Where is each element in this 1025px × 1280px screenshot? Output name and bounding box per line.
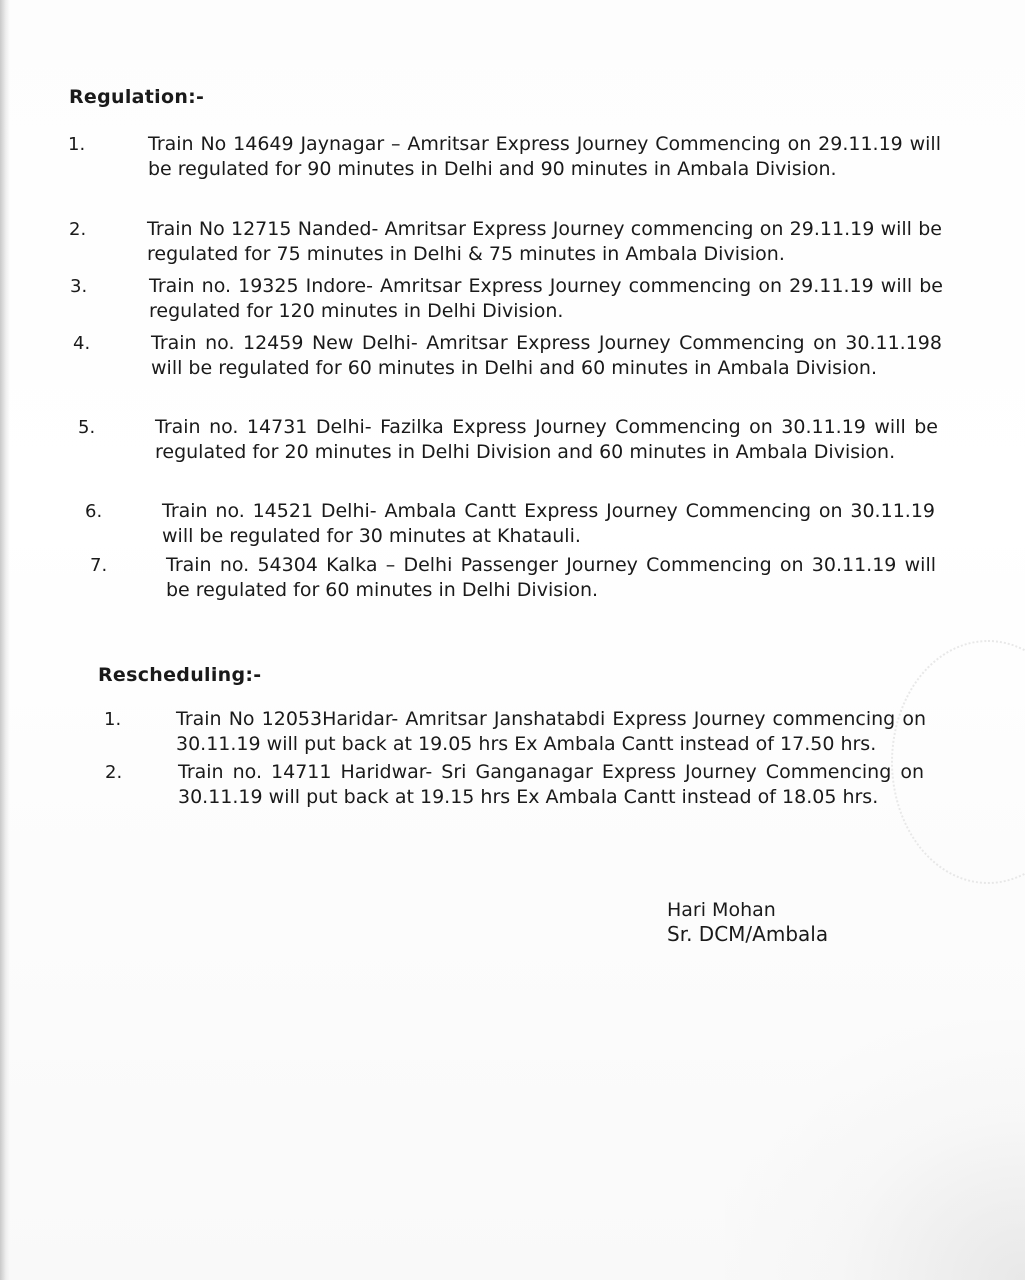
item-number: 1. [104, 709, 122, 730]
item-text: Train no. 12459 New Delhi- Amritsar Express Journey Commencing on 30.11.198 will be regulated for 60 minutes in Delhi and 60 minutes in Ambala Division. [151, 332, 942, 379]
item-text: Train no. 54304 Kalka – Delhi Passenger Journey Commencing on 30.11.19 will be regulated for 60 minutes in Delhi Division. [166, 554, 936, 601]
item-text: Train No 12715 Nanded- Amritsar Express Journey commencing on 29.11.19 will be regulated for 75 minutes in Delhi & 75 minutes in Ambala Division. [147, 218, 942, 265]
item-number: 2. [105, 762, 123, 783]
rescheduling-heading: Rescheduling:- [98, 664, 262, 686]
item-text: Train No 14649 Jaynagar – Amritsar Express Journey Commencing on 29.11.19 will be regulated for 90 minutes in Delhi and 90 minutes in Ambala Division. [148, 133, 941, 180]
signatory-name: Hari Mohan [667, 899, 776, 921]
item-text: Train no. 14521 Delhi- Ambala Cantt Express Journey Commencing on 30.11.19 will be regulated for 30 minutes at Khatauli. [162, 500, 935, 547]
item-text: Train no. 19325 Indore- Amritsar Express Journey commencing on 29.11.19 will be regulated for 120 minutes in Delhi Division. [149, 275, 943, 322]
item-number: 3. [70, 276, 88, 297]
item-number: 4. [73, 333, 91, 354]
item-text: Train no. 14731 Delhi- Fazilka Express Journey Commencing on 30.11.19 will be regulated for 20 minutes in Delhi Division and 60 minutes in Ambala Division. [155, 416, 938, 463]
item-number: 6. [85, 501, 103, 522]
signatory-designation: Sr. DCM/Ambala [667, 922, 829, 946]
item-text: Train No 12053Haridar- Amritsar Janshatabdi Express Journey commencing on 30.11.19 will put back at 19.05 hrs Ex Ambala Cantt instead of 17.50 hrs. [176, 708, 926, 755]
regulation-heading: Regulation:- [69, 86, 205, 108]
page-edge-shadow [0, 0, 10, 1280]
item-number: 1. [68, 134, 86, 155]
item-number: 7. [90, 555, 108, 576]
item-number: 2. [69, 219, 87, 240]
item-number: 5. [78, 417, 96, 438]
item-text: Train no. 14711 Haridwar- Sri Ganganagar Express Journey Commencing on 30.11.19 will put back at 19.15 hrs Ex Ambala Cantt instead of 18.05 hrs. [178, 761, 924, 808]
scan-noise [725, 1020, 1025, 1280]
